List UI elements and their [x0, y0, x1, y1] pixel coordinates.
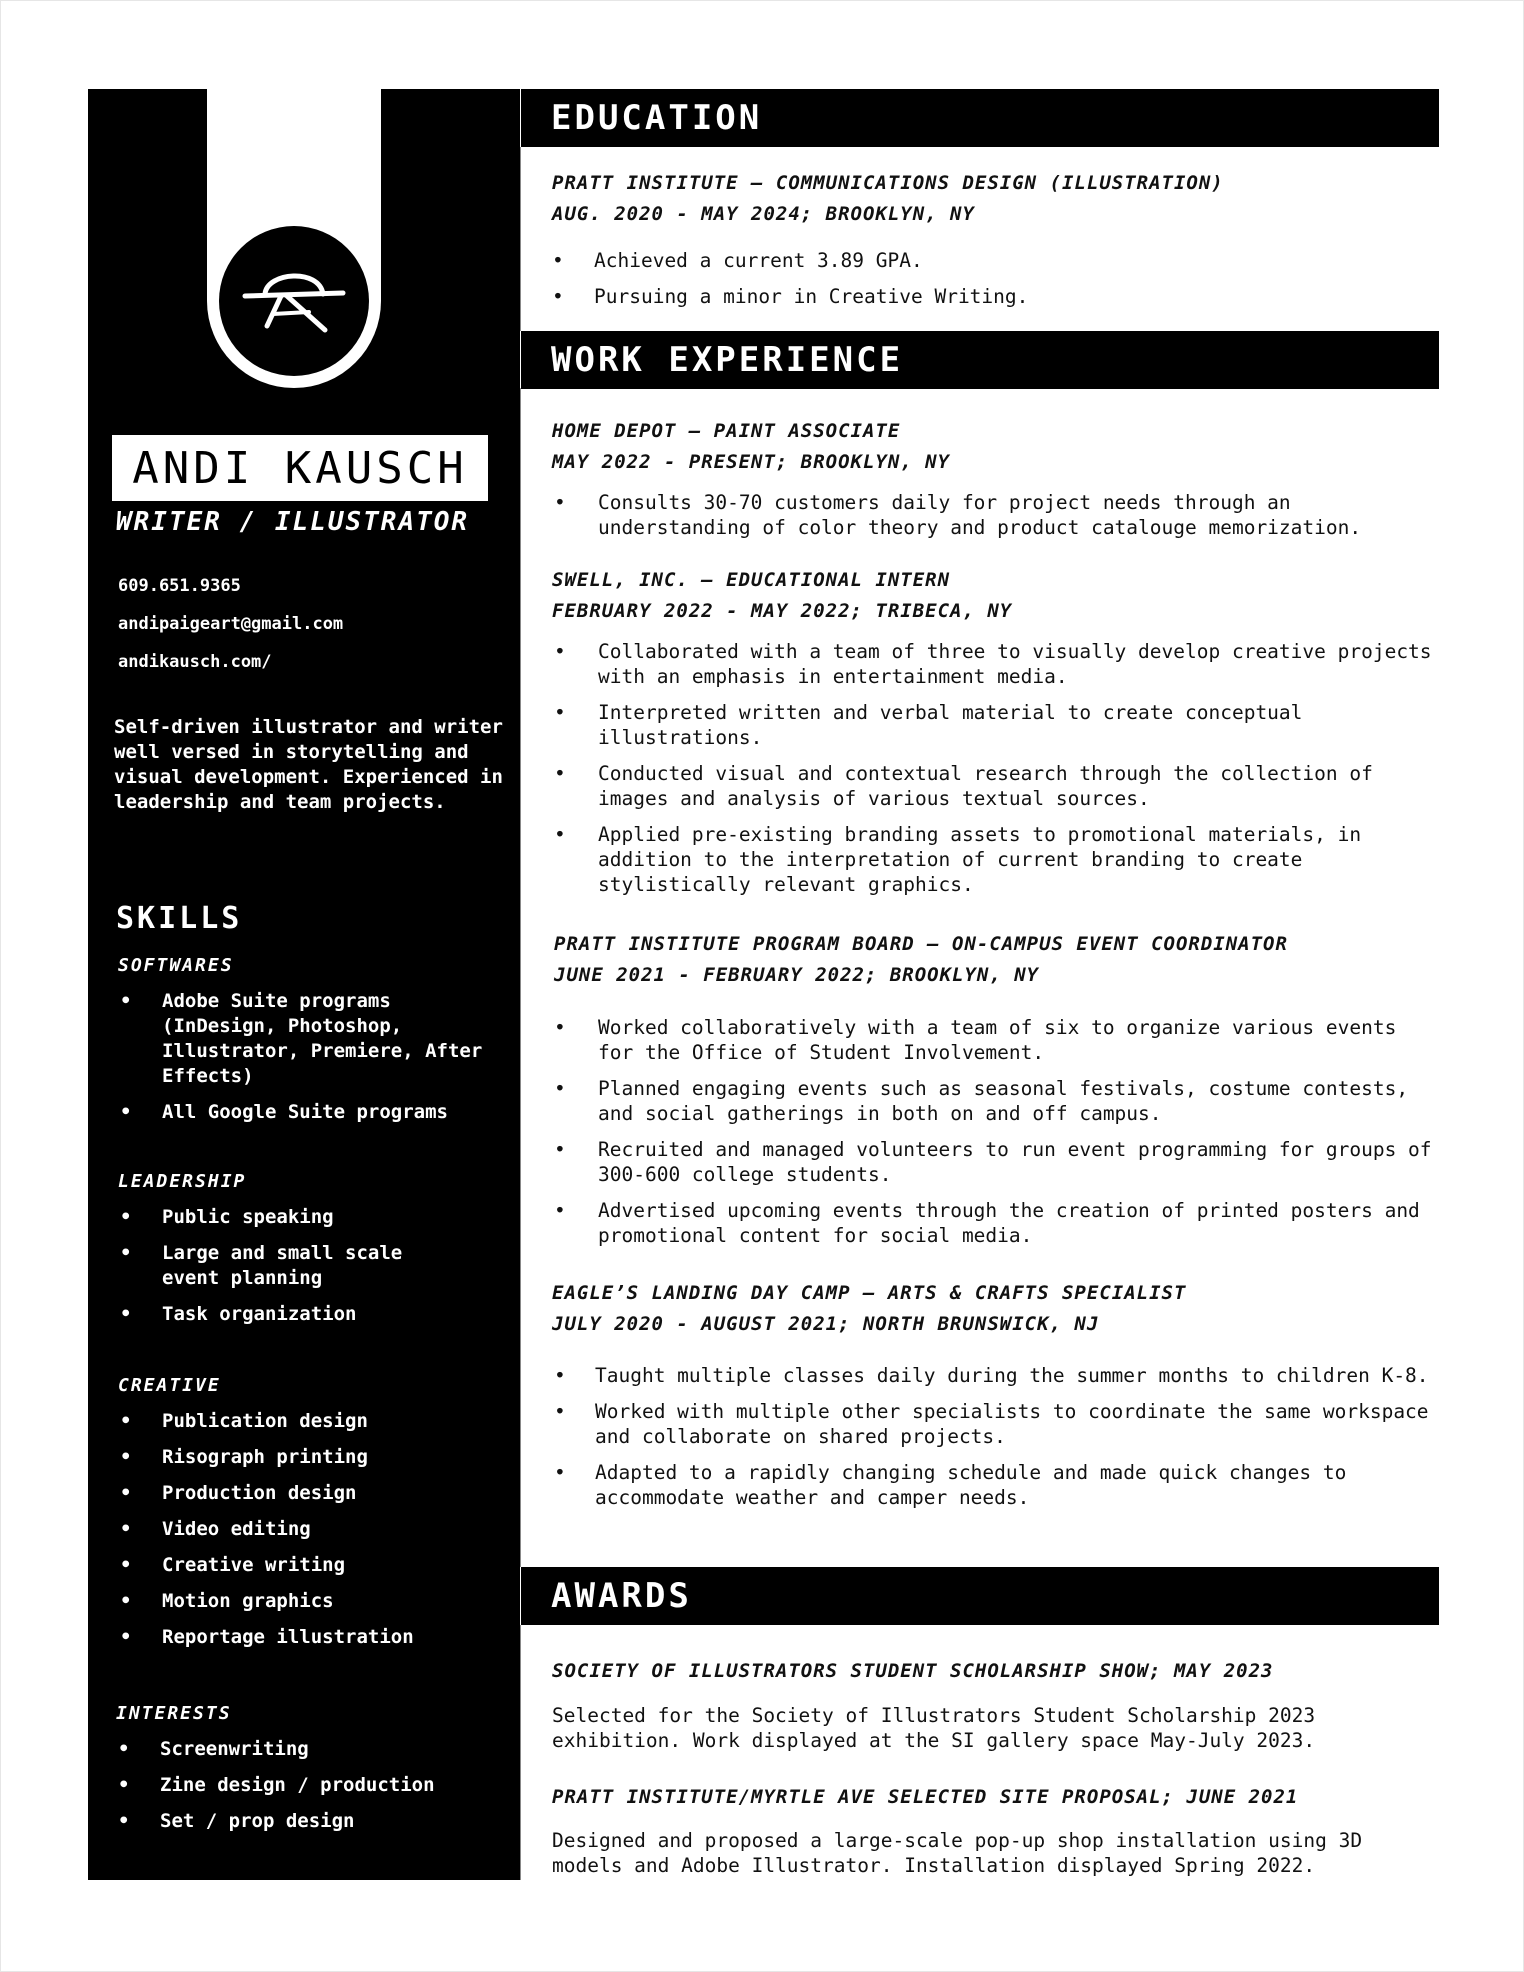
skill-item: • Large and small scale event planning	[118, 1241, 438, 1291]
column-divider	[520, 1625, 521, 1880]
skills-group-softwares	[118, 955, 508, 1136]
column-divider	[520, 147, 521, 331]
monogram-a-logo-icon	[239, 256, 349, 346]
email-link[interactable]: andipaigeart@gmail.com	[118, 614, 344, 634]
interest-item: • Screenwriting	[116, 1737, 506, 1762]
contact-info	[118, 576, 343, 690]
interest-item: • Set / prop design	[116, 1809, 506, 1834]
work-bullets	[552, 1015, 1442, 1259]
skills-group-leadership	[118, 1171, 508, 1338]
skills-subheading: SOFTWARES	[118, 955, 234, 976]
work-entry-dates: FEBRUARY 2022 - MAY 2022; TRIBECA, NY	[552, 600, 1013, 622]
bullet-item: • Taught multiple classes daily during the summer months to children K-8.	[552, 1363, 1442, 1388]
skills-subheading: LEADERSHIP	[118, 1171, 247, 1192]
skill-item: • Creative writing	[118, 1553, 508, 1578]
skill-item: • Video editing	[118, 1517, 508, 1542]
section-heading-education: EDUCATION	[521, 89, 1439, 147]
skill-item: • Adobe Suite programs (InDesign, Photoshop, Illustrator, Premiere, After Effects)	[118, 989, 508, 1089]
work-entry-dates: MAY 2022 - PRESENT; BROOKLYN, NY	[552, 451, 951, 473]
monogram-a-logo-icon	[219, 226, 369, 376]
website-link[interactable]: andikausch.com/	[118, 652, 272, 672]
bullet-item: • Interpreted written and verbal material to create conceptual illustrations.	[552, 700, 1442, 750]
bullet-item: • Worked with multiple other specialists to coordinate the same workspace and collaborate on shared projects.	[552, 1399, 1442, 1449]
work-bullets	[552, 639, 1442, 908]
candidate-title: WRITER / ILLUSTRATOR	[116, 507, 470, 537]
work-entry-title: EAGLE’S LANDING DAY CAMP — ARTS & CRAFTS SPECIALIST	[552, 1282, 1187, 1304]
bullet-item: • Pursuing a minor in Creative Writing.	[550, 284, 1440, 309]
sidebar	[88, 89, 520, 1880]
skill-item: • Task organization	[118, 1302, 508, 1327]
education-entry-title: PRATT INSTITUTE — COMMUNICATIONS DESIGN (ILLUSTRATION)	[552, 172, 1224, 194]
skill-item: • Publication design	[118, 1409, 508, 1434]
bullet-item: • Advertised upcoming events through the creation of printed posters and promotional content for social media.	[552, 1198, 1442, 1248]
bullet-item: • Adapted to a rapidly changing schedule and made quick changes to accommodate weather and camper needs.	[552, 1460, 1442, 1510]
work-entry-title: HOME DEPOT — PAINT ASSOCIATE	[552, 420, 901, 442]
work-entry-dates: JULY 2020 - AUGUST 2021; NORTH BRUNSWICK, NJ	[552, 1313, 1100, 1335]
profile-summary: Self-driven illustrator and writer well versed in storytelling and visual development. Experienced in leadership and team projects.	[114, 716, 503, 813]
bullet-item: • Conducted visual and contextual research through the collection of images and analysis of various textual sources.	[552, 761, 1442, 811]
award-description: Selected for the Society of Illustrators Student Scholarship 2023 exhibition. Work displayed at the SI gallery space May-July 2023.	[552, 1704, 1316, 1752]
bullet-item: • Applied pre-existing branding assets to promotional materials, in addition to the interpretation of current branding to create stylistically relevant graphics.	[552, 822, 1442, 897]
work-bullets	[552, 1363, 1442, 1521]
work-entry-dates: JUNE 2021 - FEBRUARY 2022; BROOKLYN, NY	[554, 964, 1040, 986]
skill-item: • Motion graphics	[118, 1589, 508, 1614]
interest-item: • Zine design / production	[116, 1773, 506, 1798]
skill-item: • All Google Suite programs	[118, 1100, 508, 1125]
candidate-name: ANDI KAUSCH	[112, 435, 488, 501]
skill-item: • Risograph printing	[118, 1445, 508, 1470]
award-title: SOCIETY OF ILLUSTRATORS STUDENT SCHOLARSHIP SHOW; MAY 2023	[552, 1660, 1274, 1682]
column-divider	[520, 388, 521, 1567]
bullet-item: • Planned engaging events such as seasonal festivals, costume contests, and social gatherings in both on and off campus.	[552, 1076, 1442, 1126]
education-entry-dates: AUG. 2020 - MAY 2024; BROOKLYN, NY	[552, 203, 975, 225]
bullet-item: • Collaborated with a team of three to visually develop creative projects with an emphasis in entertainment media.	[552, 639, 1442, 689]
skills-subheading: CREATIVE	[118, 1375, 221, 1396]
section-heading-awards: AWARDS	[521, 1567, 1439, 1625]
skill-item: • Reportage illustration	[118, 1625, 508, 1650]
work-entry-title: SWELL, INC. — EDUCATIONAL INTERN	[552, 569, 951, 591]
phone-number[interactable]: 609.651.9365	[118, 576, 241, 596]
section-heading-work-experience: WORK EXPERIENCE	[521, 331, 1439, 389]
award-title: PRATT INSTITUTE/MYRTLE AVE SELECTED SITE PROPOSAL; JUNE 2021	[552, 1786, 1299, 1808]
skills-subheading: INTERESTS	[116, 1703, 232, 1724]
skill-item: • Production design	[118, 1481, 508, 1506]
work-bullets	[552, 490, 1442, 551]
bullet-item: • Achieved a current 3.89 GPA.	[550, 248, 1440, 273]
work-entry-title: PRATT INSTITUTE PROGRAM BOARD — ON-CAMPUS EVENT COORDINATOR	[554, 933, 1288, 955]
bullet-item: • Recruited and managed volunteers to run event programming for groups of 300-600 college students.	[552, 1137, 1442, 1187]
skill-item: • Public speaking	[118, 1205, 508, 1230]
skills-heading: SKILLS	[116, 901, 243, 936]
bullet-item: • Consults 30-70 customers daily for project needs through an understanding of color theory and product catalouge memorization.	[552, 490, 1442, 540]
skills-group-interests	[116, 1703, 506, 1845]
award-description: Designed and proposed a large-scale pop-up shop installation using 3D models and Adobe Illustrator. Installation displayed Spring 2022.	[552, 1829, 1363, 1877]
bullet-item: • Worked collaboratively with a team of six to organize various events for the Office of Student Involvement.	[552, 1015, 1442, 1065]
skills-group-creative	[118, 1375, 508, 1661]
education-bullets	[550, 248, 1440, 320]
